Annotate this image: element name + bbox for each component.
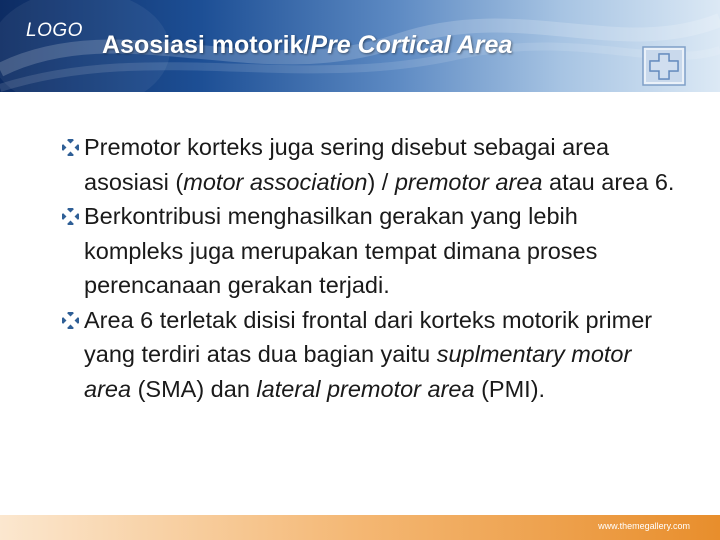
bullet-text-italic: premotor area [394,168,543,195]
bullet-text [84,199,682,303]
bullet-item [62,130,682,199]
title-part-regular: Asosiasi motorik/ [102,31,311,59]
bullet-text [84,303,682,407]
footer-bar [0,515,720,540]
bullet-text-segment: atau area 6. [542,168,675,195]
bullet-text-segment: Area 6 terletak disisi frontal dari korteks motorik primer yang terdiri atas dua bagian yaitu [84,306,653,367]
bullet-item [62,303,682,407]
bullet-text-segment: Premotor korteks juga sering disebut sebagai area asosiasi ( [84,134,610,195]
bullet-item [62,199,682,303]
bullet-text [84,130,682,199]
bullet-text-segment: Berkontribusi menghasilkan gerakan yang lebih kompleks juga merupakan tempat dimana proses perencanaan gerakan terjadi. [84,203,598,298]
header-banner [0,0,720,92]
bullet-text-segment: (SMA) dan [131,375,257,402]
bullet-text-italic: suplmentary motor area [84,341,632,402]
title-part-italic: Pre Cortical Area [310,31,513,59]
diamond-bullet-icon [62,139,79,156]
diamond-bullet-icon [62,312,79,329]
diamond-bullet-icon [62,208,79,225]
plus-cross-icon [642,46,686,86]
bullet-text-segment: (PMI). [474,375,546,402]
footer-url: www.themegallery.com [598,521,690,531]
bullet-text-segment: ) / [367,168,395,195]
slide-title [102,31,512,60]
logo: LOGO [26,20,83,41]
bullet-text-italic: motor association [183,168,368,195]
bullet-text-italic: lateral premotor area [256,375,475,402]
bullet-list [62,130,682,406]
